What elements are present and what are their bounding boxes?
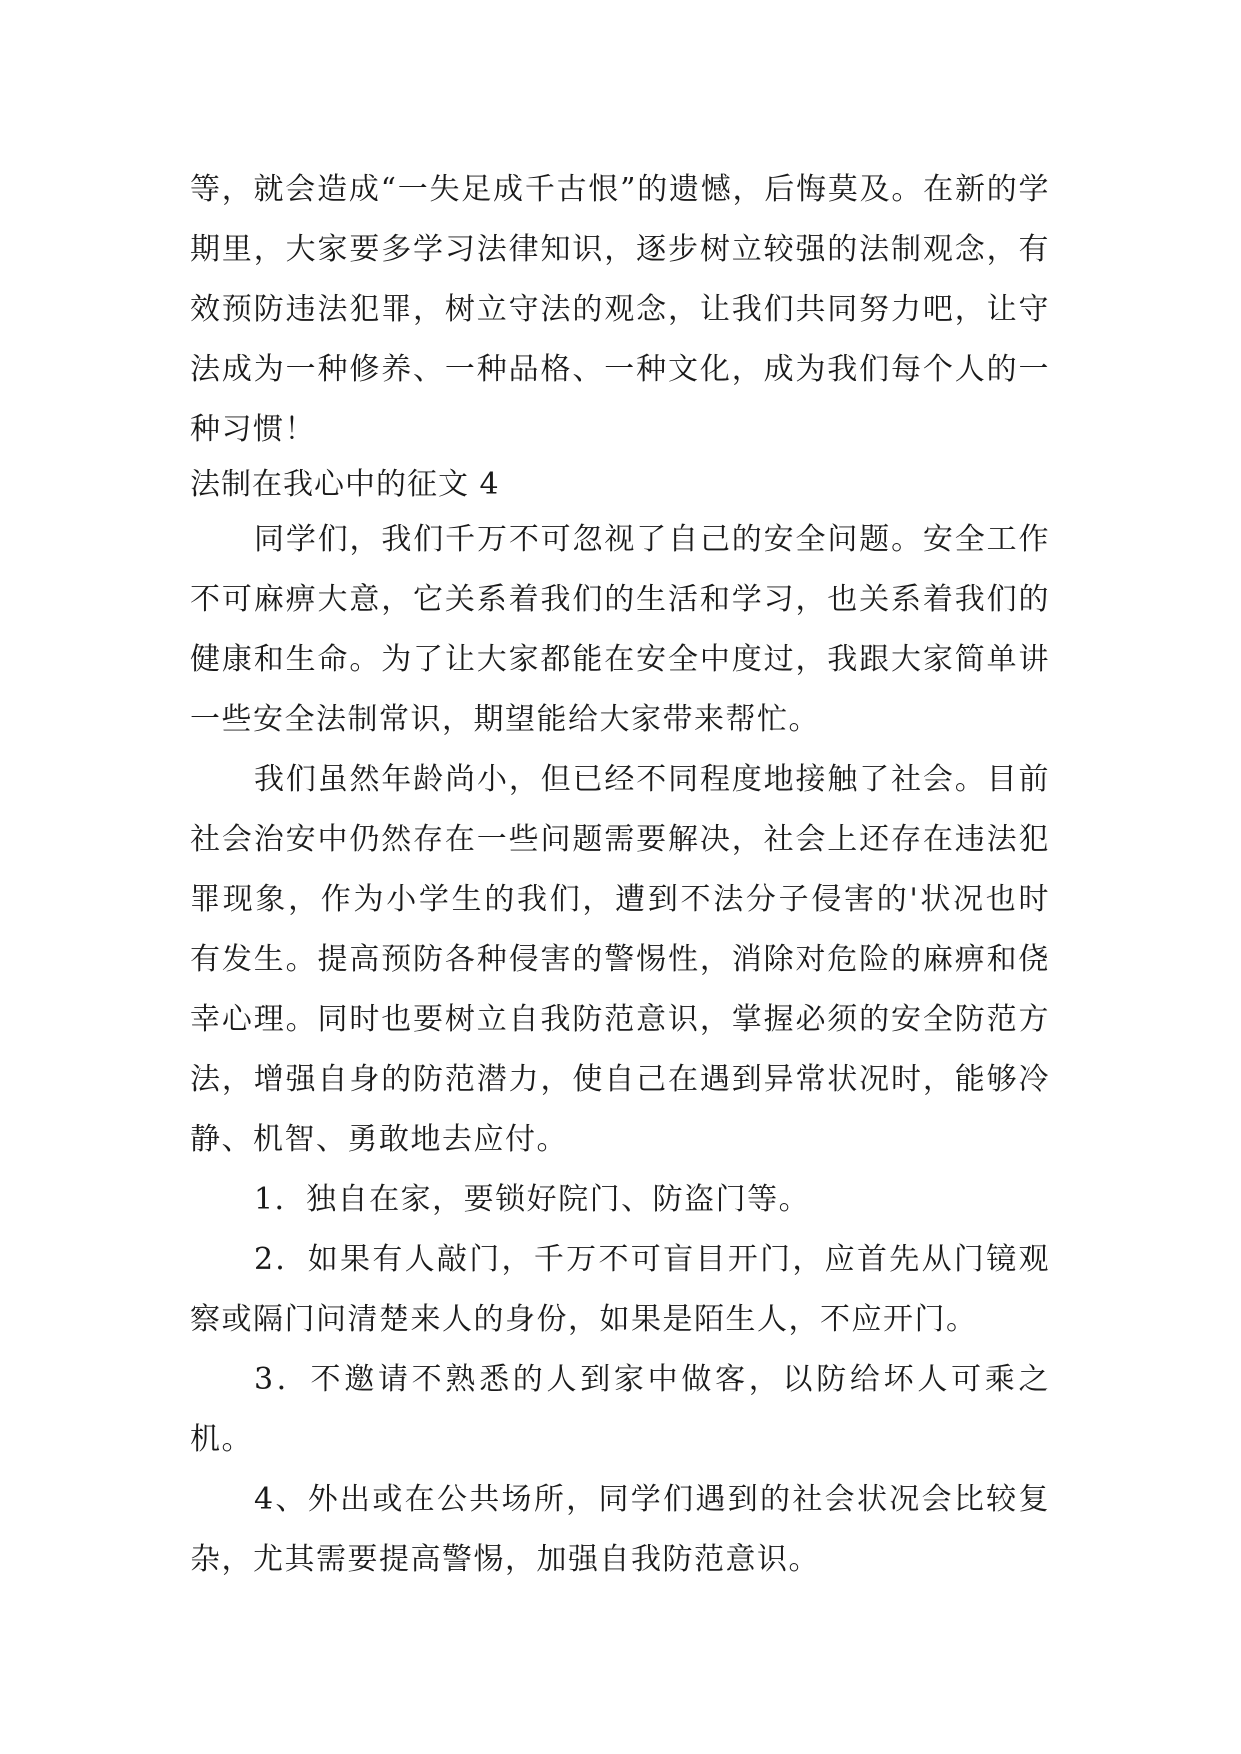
document-body <box>190 160 1050 1590</box>
list-item-3: 3．不邀请不熟悉的人到家中做客，以防给坏人可乘之机。 <box>190 1362 1050 1457</box>
continuation-paragraph: 等，就会造成“一失足成千古恨”的遗憾，后悔莫及。在新的学期里，大家要多学习法律知识，逐步树立较强的法制观念，有效预防违法犯罪，树立守法的观念，让我们共同努力吧，让守法成为一种修养、一种品格、一种文化，成为我们每个人的一种习惯！ <box>190 172 1050 447</box>
list-item-4: 4、外出或在公共场所，同学们遇到的社会状况会比较复杂，尤其需要提高警惕，加强自我防范意识。 <box>190 1482 1050 1577</box>
paragraph-safety-intro: 同学们，我们千万不可忽视了自己的安全问题。安全工作不可麻痹大意，它关系着我们的生活和学习，也关系着我们的健康和生命。为了让大家都能在安全中度过，我跟大家简单讲一些安全法制常识，期望能给大家带来帮忙。 <box>190 522 1050 737</box>
paragraph-social-safety: 我们虽然年龄尚小，但已经不同程度地接触了社会。目前社会治安中仍然存在一些问题需要解决，社会上还存在违法犯罪现象，作为小学生的我们，遭到不法分子侵害的'状况也时有发生。提高预防各种侵害的警惕性，消除对危险的麻痹和侥幸心理。同时也要树立自我防范意识，掌握必须的安全防范方法，增强自身的防范潜力，使自己在遇到异常状况时，能够冷静、机智、勇敢地去应付。 <box>190 762 1050 1157</box>
list-item-2: 2．如果有人敲门，千万不可盲目开门，应首先从门镜观察或隔门问清楚来人的身份，如果是陌生人，不应开门。 <box>190 1242 1050 1337</box>
list-item-1: 1．独自在家，要锁好院门、防盗门等。 <box>254 1182 811 1217</box>
section-title: 法制在我心中的征文 4 <box>190 467 500 502</box>
